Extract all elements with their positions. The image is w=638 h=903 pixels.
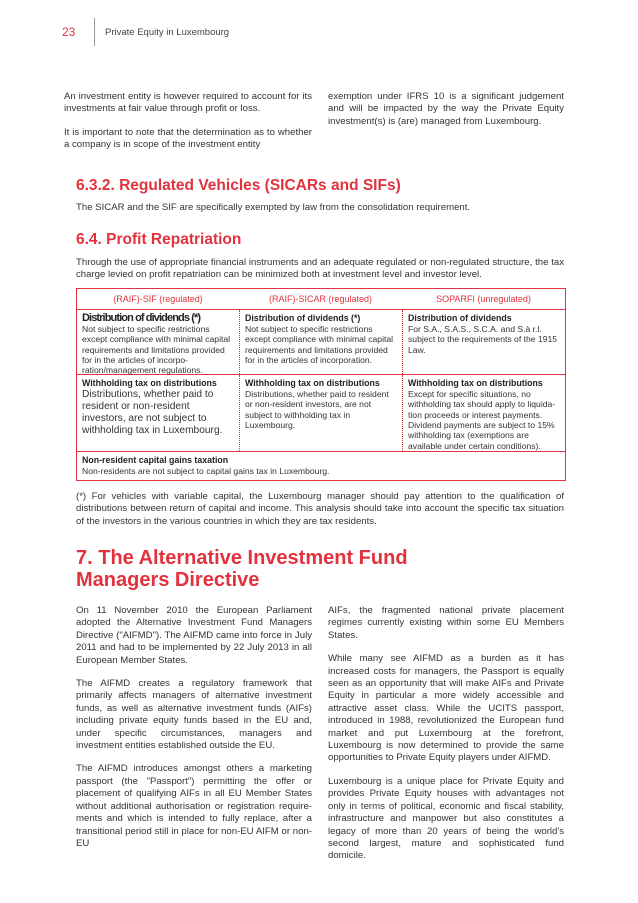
- table-row-withholding: [77, 375, 565, 452]
- profit-repatriation-table: [76, 288, 566, 481]
- table-cell: [77, 310, 239, 374]
- cell-text: Non-residents are not subject to capital gains tax in Luxembourg.: [82, 465, 330, 476]
- table-cell: [77, 375, 239, 451]
- cell-title: Withholding tax on distributions: [82, 378, 217, 389]
- table-header-row: [77, 289, 565, 310]
- section-heading-7: 7. The Alternative Investment Fund Managers Directive: [76, 547, 408, 591]
- aifmd-left-paragraph: The AIFMD introduces amongst others a marketing passport (the "Passport") permitting the offer or placement of qualifying AIFs in all EU Member States without additional authorisation or registration require-ments and which is intended to fully replace, after a transitional period still in place for non-EU AIFM or non-EU: [76, 763, 312, 849]
- intro-right-column: [328, 91, 564, 139]
- table-row-dividends: [77, 310, 565, 375]
- section-text-6-3-2: The SICAR and the SIF are specifically exempted by law from the consolidation requirement.: [76, 202, 471, 213]
- aifmd-left-column: [76, 605, 312, 861]
- aifmd-right-column: [328, 605, 564, 874]
- aifmd-right-paragraph: Luxembourg is a unique place for Private Equity and provides Private Equity houses with advantages not only in terms of political, economic and fiscal stability, infrastructure and manpower but also constitutes a legacy of more than 20 years of being the world's second largest, mature and sophisticated fund domicile.: [328, 775, 564, 862]
- cell-text: Not subject to specific restrictions except compliance with minimal capital requirements and limitations provided for in the articles of incorpo-ration/management regulations.: [82, 323, 231, 376]
- table-cell: [402, 310, 565, 374]
- cell-title: Distribution of dividends (*): [245, 313, 361, 324]
- cell-text: Distributions, whether paid to resident or non-resident investors, are not subject to withholding tax in Luxembourg.: [82, 388, 223, 436]
- table-header-cell: (RAIF)-SIF (regulated): [113, 294, 203, 304]
- aifmd-right-paragraph: AIFs, the fragmented national private placement regimes currently existing within some EU Members States.: [328, 605, 564, 641]
- intro-left-paragraph: An investment entity is however required to account for its investments at fair value through profit or loss.: [64, 91, 312, 115]
- cell-text: Except for specific situations, no withholding tax should apply to liquida-tion proceeds or interest payments. Dividend payments are subject to 15% withholding tax (exemptions are available under certain conditions).: [408, 388, 556, 451]
- table-header-cell: (RAIF)-SICAR (regulated): [268, 294, 373, 304]
- table-footnote: (*) For vehicles with variable capital, the Luxembourg manager should pay attention to the qualification of distributions between return of capital and income. This analysis should take into account the specific tax situation of the investors in the various countries in which they are tax residents.: [76, 491, 564, 527]
- running-title: Private Equity in Luxembourg: [105, 26, 230, 38]
- table-header-cell: SOPARFI (unregulated): [436, 294, 531, 304]
- cell-title: Distribution of dividends (*): [82, 312, 201, 325]
- table-cell: [77, 452, 565, 480]
- section-text-6-4: Through the use of appropriate financial instruments and an adequate regulated or non-regulated structure, the tax charge levied on profit repatriation can be minimized both at investment level and investor level.: [76, 257, 564, 281]
- table-cell: [239, 375, 402, 451]
- intro-left-column: [64, 91, 312, 163]
- table-cell: [402, 375, 565, 451]
- intro-left-paragraph: It is important to note that the determination as to whether a company is in scope of the investment entity: [64, 126, 312, 151]
- page-number: 23: [62, 25, 76, 39]
- cell-title: Withholding tax on distributions: [245, 378, 380, 389]
- page-header: [62, 20, 229, 44]
- cell-title: Withholding tax on distributions: [408, 378, 543, 389]
- table-row-capital-gains: [77, 452, 565, 480]
- intro-right-paragraph: exemption under IFRS 10 is a significant judgement and will be impacted by the way the Private Equity investment(s) is (are) managed from Luxembourg.: [328, 91, 564, 127]
- cell-text: Not subject to specific restrictions except compliance with minimal capital requirements and limitations provided for in the articles of incorporation.: [245, 323, 394, 366]
- aifmd-left-paragraph: The AIFMD creates a regulatory framework that primarily affects managers of alternative investment funds, as well as alternative investment funds (AIFs) including private equity funds based in the EU and, under specific circumstances, managers and investment entities established outside the EU.: [76, 678, 312, 752]
- cell-title: Non-resident capital gains taxation: [82, 455, 229, 466]
- cell-title: Distribution of dividends: [408, 313, 512, 324]
- header-divider: [94, 18, 95, 46]
- cell-text: Distributions, whether paid to resident or non-resident investors, are not subject to withholding tax in Luxembourg.: [245, 388, 389, 431]
- section-heading-6-3-2: 6.3.2. Regulated Vehicles (SICARs and SIFs): [76, 177, 401, 194]
- section-heading-6-4: 6.4. Profit Repatriation: [76, 231, 242, 248]
- table-cell: [239, 310, 402, 374]
- aifmd-left-paragraph: On 11 November 2010 the European Parliament adopted the Alternative Investment Fund Managers Directive ("AIFMD"). The AIFMD came into force in July 2011 and had to be implemented by 22 July 2013 in all European Member States.: [76, 605, 312, 666]
- cell-text: For S.A., S.A.S., S.C.A. and S.à r.l. subject to the requirements of the 1915 Law.: [408, 323, 558, 355]
- aifmd-right-paragraph: While many see AIFMD as a burden as it has increased costs for managers, the Passport is equally seen as an opportunity that will make AIFs and Private Equity in particular a more widely accessible and attractive asset class. While the UCITS passport, introduced in 1988, revolutionized the European fund market and put Luxembourg at the forefront, Luxembourg is now determined to provide the same opportunities to Private Equity players under AIFMD.: [328, 653, 564, 764]
